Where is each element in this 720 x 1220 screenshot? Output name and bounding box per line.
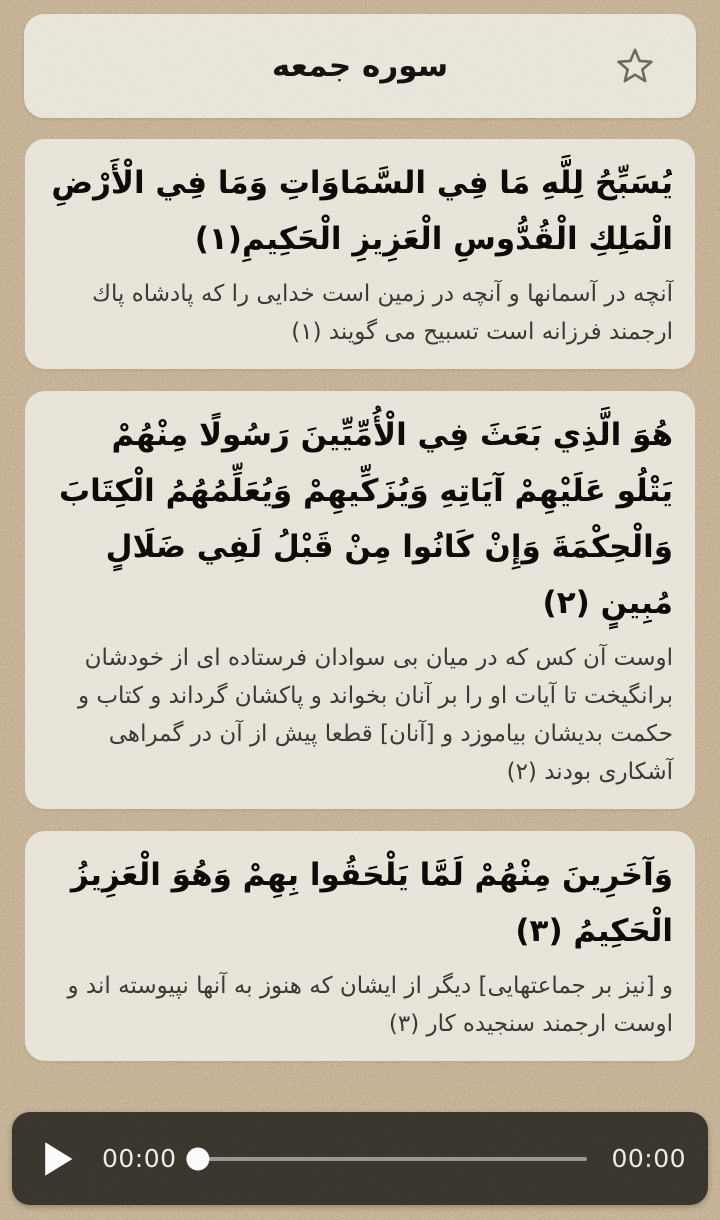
current-time-label: 00:00 — [102, 1144, 177, 1173]
verse-arabic-text: يُسَبِّحُ لِلَّهِ مَا فِي السَّمَاوَاتِ وَمَا فِي الْأَرْضِ الْمَلِكِ الْقُدُّوسِ الْعَزِيزِ الْحَكِيمِ(١) — [51, 165, 673, 257]
play-icon — [42, 1139, 74, 1179]
verse-list — [25, 118, 695, 1082]
page-title: سوره جمعه — [271, 48, 449, 84]
favorite-star-icon[interactable] — [614, 45, 656, 87]
verse-card[interactable] — [25, 139, 695, 369]
header-card — [24, 14, 696, 118]
verse-translation-text: اوست آن كس كه در میان بی سوادان فرستاده ای از خودشان برانگیخت تا آیات او را بر آنان بخواند و پاكشان گرداند و كتاب و حكمت بدیشان بیاموزد و [آنان] قطعا پیش از آن در گمراهی آشكاری بودند (۲) — [77, 645, 673, 785]
verse-card[interactable] — [25, 391, 695, 809]
audio-player-bar — [12, 1112, 708, 1205]
verse-card[interactable] — [25, 831, 695, 1061]
verse-translation-text: و [نیز بر جماعتهایی] دیگر از ایشان كه هنوز به آنها نپیوسته اند و اوست ارجمند سنجیده كار (۳) — [67, 973, 673, 1037]
seek-thumb[interactable] — [186, 1147, 209, 1170]
verse-translation-text: آنچه در آسمانها و آنچه در زمین است خدایی را كه پادشاه پاك ارجمند فرزانه است تسبیح می گویند (۱) — [92, 281, 673, 345]
play-button[interactable] — [42, 1138, 74, 1180]
verse-arabic-text: وَآخَرِينَ مِنْهُمْ لَمَّا يَلْحَقُوا بِهِمْ وَهُوَ الْعَزِيزُ الْحَكِيمُ (٣) — [70, 857, 673, 949]
seek-track — [195, 1157, 588, 1161]
seek-slider[interactable] — [191, 1144, 592, 1174]
verse-arabic-text: هُوَ الَّذِي بَعَثَ فِي الْأُمِّيِّينَ رَسُولًا مِنْهُمْ يَتْلُو عَلَيْهِمْ آيَاتِهِ وَيُزَكِّيهِمْ وَيُعَلِّمُهُمُ الْكِتَابَ وَالْحِكْمَةَ وَإِنْ كَانُوا مِنْ قَبْلُ لَفِي ضَلَالٍ مُبِينٍ (٢) — [59, 417, 673, 621]
total-time-label: 00:00 — [611, 1144, 686, 1173]
